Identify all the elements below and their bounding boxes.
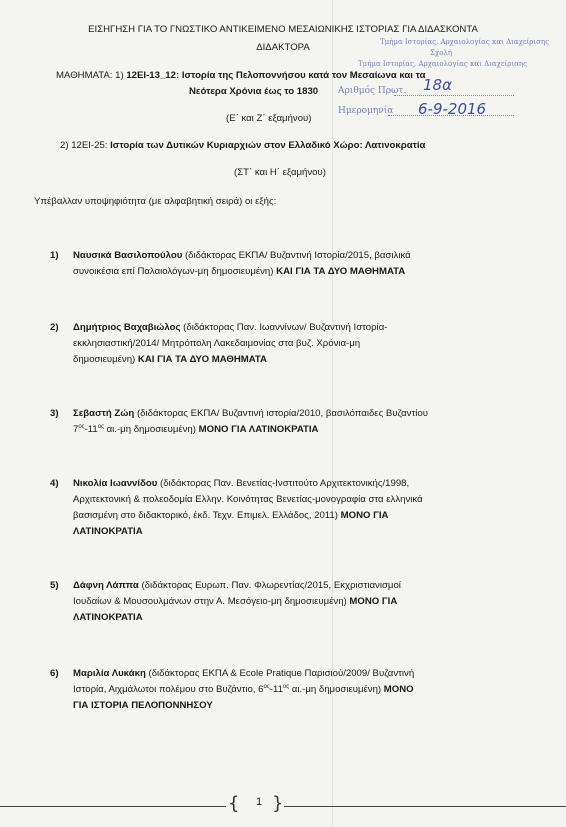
candidate-line-2 xyxy=(73,266,405,277)
stamp-dotted-line xyxy=(394,95,514,97)
stamp-line: Σχολή xyxy=(430,49,453,57)
candidate-number: 6) xyxy=(50,668,59,679)
footer-rule-left xyxy=(0,806,226,807)
candidate-line-1 xyxy=(73,250,411,261)
candidate-text: συνοικέσια επί Παλαιολόγων-μη δημοσιευμένη) xyxy=(73,266,274,277)
candidate-line-1 xyxy=(73,322,387,333)
course-1-semester: (Ε΄ και Ζ΄ εξαμήνου) xyxy=(226,113,312,124)
title-line-2: ΔΙΔΑΚΤΟΡΑ xyxy=(256,42,310,53)
footer-brace-right: } xyxy=(272,793,284,814)
course-2-semester: (ΣΤ΄ και Η΄ εξαμήνου) xyxy=(234,167,326,178)
candidate-text: Ιουδαίων & Μουσουλμάνων στην Α. Μεσόγειο-μη δημοσιευμένη) xyxy=(73,596,347,607)
candidate-line-2: $7^{o\varsigma}-11^{o\varsigma}$ αι.-μη δημοσιευμένη) ΜΟΝΟ ΓΙΑ ΛΑΤΙΝΟΚΡΑΤΙΑ xyxy=(73,424,319,436)
footer-rule-right xyxy=(284,806,566,807)
candidate-text: (διδάκτορας Ευρωπ. Παν. Φλωρεντίας/2015, Εκχριστιανισμοί xyxy=(141,580,401,591)
candidate-tag: ΜΟΝΟ ΓΙΑ xyxy=(340,510,389,521)
candidate-number: 1) xyxy=(50,250,59,261)
candidate-line-1 xyxy=(73,580,401,591)
footer-brace-left: { xyxy=(228,793,240,814)
candidate-number: 5) xyxy=(50,580,59,591)
candidate-name: Δάφνη Λάππα xyxy=(73,580,139,591)
candidate-line-3 xyxy=(73,510,388,521)
stamp-line: Τμήμα Ιστορίας, Αρχαιολογίας και Διαχείρισης xyxy=(358,60,528,68)
candidate-name: Σεβαστή Ζώη xyxy=(73,408,135,419)
title-line-1: ΕΙΣΗΓΗΣΗ ΓΙΑ ΤΟ ΓΝΩΣΤΙΚΟ ΑΝΤΙΚΕΙΜΕΝΟ ΜΕΣΑΙΩΝΙΚΗΣ ΙΣΤΟΡΙΑΣ ΓΙΑ ΔΙΔΑΣΚΟΝΤΑ xyxy=(88,24,478,35)
handwritten-protocol-number: 18α xyxy=(423,76,452,94)
candidate-tag: ΜΟΝΟ ΓΙΑ xyxy=(349,596,398,607)
stamp-line: Αριθμός Πρωτ. xyxy=(338,86,407,96)
candidate-tag: ΜΟΝΟ xyxy=(383,684,414,696)
candidate-name: Νικολία Ιωαννίδου xyxy=(73,478,158,489)
page-number: 1 xyxy=(255,796,263,808)
candidate-line-3 xyxy=(73,354,267,365)
candidate-text: δημοσιευμένη) xyxy=(73,354,136,365)
candidate-text: (διδάκτορας ΕΚΠΑ/ Βυζαντινή Ιστορία/2015, βασιλικά xyxy=(184,250,411,261)
course-1-title-b: Νεότερα Χρόνια έως το 1830 xyxy=(189,86,319,97)
candidate-name: Ναυσικά Βασιλοπούλου xyxy=(73,250,183,261)
candidate-text: βασισμένη στο διδακτορικό, έκδ. Τεχν. Επιμελ. Ελλάδος, 2011) xyxy=(73,510,338,521)
candidate-text: (διδάκτορας ΕΚΠΑ & Ecole Pratique Παρισιού/2009/ Βυζαντινή xyxy=(148,668,415,679)
candidate-number: 3) xyxy=(50,408,59,419)
courses-label: ΜΑΘΗΜΑΤΑ: 1) xyxy=(56,70,124,81)
course-2-line xyxy=(60,140,425,151)
candidate-tag-2: ΛΑΤΙΝΟΚΡΑΤΙΑ xyxy=(73,526,143,537)
candidate-line-1 xyxy=(73,408,428,419)
candidate-line-2: Αρχιτεκτονική & πολεοδομία Ελλην. Κοινότητας Βενετίας-μονογραφία στα ελληνικά xyxy=(73,494,423,505)
candidate-number: 2) xyxy=(50,322,59,333)
stamp-line: Ημερομηνία xyxy=(338,106,394,116)
candidate-line-1 xyxy=(73,668,414,679)
candidate-number: 4) xyxy=(50,478,59,489)
candidate-tag-2: ΛΑΤΙΝΟΚΡΑΤΙΑ xyxy=(73,612,143,623)
candidate-text: (διδάκτορας Παν. Βενετίας-Ινστιτούτο Αρχιτεκτονικής/1998, xyxy=(160,478,410,489)
candidate-tag: ΚΑΙ ΓΙΑ ΤΑ ΔΥΟ ΜΑΘΗΜΑΤΑ xyxy=(276,266,406,277)
registry-stamp xyxy=(318,38,558,128)
candidate-line-1 xyxy=(73,478,409,489)
candidate-line-2: εκκλησιαστική/2014/ Μητρόπολη Λακεδαιμονίας στα βυζ. Χρόνια-μη xyxy=(73,338,361,349)
course-2-title: Ιστορία των Δυτικών Κυριαρχιών στον Ελλαδικό Χώρο: Λατινοκρατία xyxy=(110,140,426,151)
candidate-line-2 xyxy=(73,596,397,607)
course-1-title-a: Ιστορία της Πελοποννήσου κατά τον Μεσαίωνα και τα xyxy=(181,70,426,81)
candidate-tag: ΚΑΙ ΓΙΑ ΤΑ ΔΥΟ ΜΑΘΗΜΑΤΑ xyxy=(137,354,267,365)
candidate-name: Δημήτριος Βαχαβιώλος xyxy=(73,322,181,333)
candidate-tag-2: ΓΙΑ ΙΣΤΟΡΙΑ ΠΕΛΟΠΟΝΝΗΣΟΥ xyxy=(73,700,213,711)
intro-text: Υπέβαλλαν υποψηφιότητα (με αλφαβητική σειρά) οι εξής: xyxy=(34,196,277,207)
stamp-line: Τμήμα Ιστορίας, Αρχαιολογίας και Διαχείρισης xyxy=(380,38,550,46)
course-1-code: 12ΕΙ-13_12: xyxy=(126,70,180,81)
candidate-name: Μαριλία Λυκάκη xyxy=(73,668,146,679)
candidate-tag: ΜΟΝΟ ΓΙΑ ΛΑΤΙΝΟΚΡΑΤΙΑ xyxy=(198,424,319,436)
candidate-text: (διδάκτορας ΕΚΠΑ/ Βυζαντινή ιστορία/2010, βασιλόπαιδες Βυζαντίου xyxy=(136,408,428,419)
handwritten-date: 6-9-2016 xyxy=(418,100,487,118)
candidate-line-2: Ιστορία, Αιχμάλωτοι πολέμου στο Βυζάντιο, $6^{o\varsigma}-11^{o\varsigma}$ αι.-μη δημοσιευμένη) ΜΟΝΟ xyxy=(73,684,414,696)
candidate-text: (διδάκτορας Παν. Ιωαννίνων/ Βυζαντινή Ιστορία- xyxy=(183,322,388,333)
course-2-prefix: 2) 12ΕΙ-25: xyxy=(60,140,108,151)
